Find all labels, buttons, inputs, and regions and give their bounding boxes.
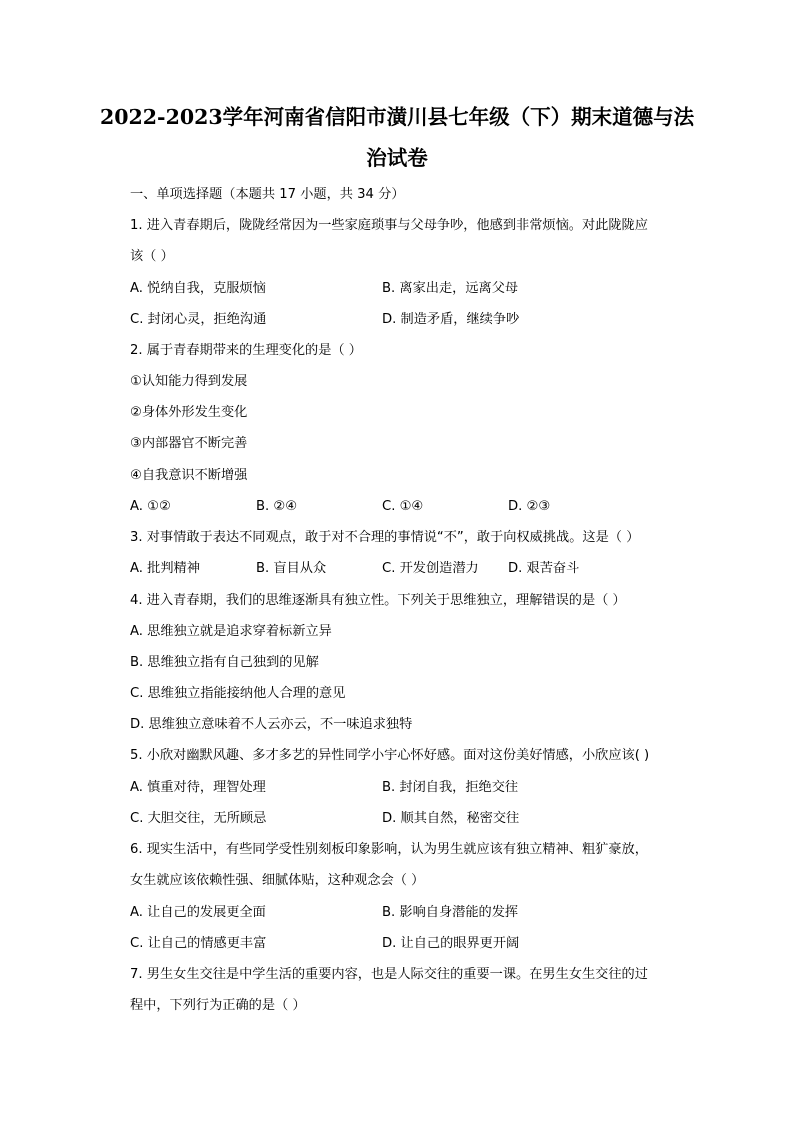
q3-stem: 3. 对事情敢于表达不同观点，敢于对不合理的事情说“不”，敢于向权威挑战。这是（ ） [130, 530, 640, 545]
q5-option-d: D. 顺其自然，秘密交往 [382, 811, 520, 826]
q5-option-a: A. 慎重对待，理智处理 [130, 780, 266, 795]
exam-title-line-2: 治试卷 [366, 146, 428, 170]
q6-stem-line-2: 女生就应该依赖性强、细腻体贴，这种观念会（ ） [130, 873, 425, 888]
q5-stem: 5. 小欣对幽默风趣、多才多艺的异性同学小宇心怀好感。面对这份美好情感，小欣应该( ) [130, 748, 650, 763]
q2-item-2: ②身体外形发生变化 [130, 405, 248, 420]
q3-option-d: D. 艰苦奋斗 [508, 561, 580, 576]
q4-option-c: C. 思维独立指能接纳他人合理的意见 [130, 686, 346, 701]
q1-option-c: C. 封闭心灵，拒绝沟通 [130, 312, 267, 327]
q2-option-a: A. ①② [130, 499, 171, 514]
q2-option-c: C. ①④ [382, 499, 424, 514]
q3-option-b: B. 盲目从众 [256, 561, 327, 576]
q6-stem-line-1: 6. 现实生活中，有些同学受性别刻板印象影响，认为男生就应该有独立精神、粗犷豪放， [130, 842, 648, 857]
q6-option-b: B. 影响自身潜能的发挥 [382, 905, 519, 920]
section-heading: 一、单项选择题（本题共 17 小题，共 34 分） [130, 187, 405, 202]
q6-option-c: C. 让自己的情感更丰富 [130, 936, 267, 951]
q5-option-c: C. 大胆交往，无所顾忌 [130, 811, 267, 826]
exam-title-line-1: 2022-2023学年河南省信阳市潢川县七年级（下）期末道德与法 [100, 105, 695, 129]
q2-stem: 2. 属于青春期带来的生理变化的是（ ） [130, 343, 362, 358]
q2-item-3: ③内部器官不断完善 [130, 436, 248, 451]
q1-option-a: A. 悦纳自我，克服烦恼 [130, 281, 266, 296]
q1-option-d: D. 制造矛盾，继续争吵 [382, 312, 520, 327]
q4-option-d: D. 思维独立意味着不人云亦云，不一味追求独特 [130, 717, 413, 732]
q7-stem-line-2: 程中，下列行为正确的是（ ） [130, 998, 306, 1013]
q1-stem-line-1: 1. 进入青春期后，陇陇经常因为一些家庭琐事与父母争吵，他感到非常烦恼。对此陇陇应 [130, 218, 648, 233]
q2-item-4: ④自我意识不断增强 [130, 468, 248, 483]
q4-option-b: B. 思维独立指有自己独到的见解 [130, 655, 319, 670]
q4-stem: 4. 进入青春期，我们的思维逐渐具有独立性。下列关于思维独立，理解错误的是（ ） [130, 593, 626, 608]
q2-item-1: ①认知能力得到发展 [130, 374, 248, 389]
q6-option-d: D. 让自己的眼界更开阔 [382, 936, 520, 951]
q3-option-a: A. 批判精神 [130, 561, 200, 576]
q1-stem-line-2: 该（ ） [130, 249, 174, 264]
q3-option-c: C. 开发创造潜力 [382, 561, 479, 576]
q5-option-b: B. 封闭自我，拒绝交往 [382, 780, 519, 795]
q4-option-a: A. 思维独立就是追求穿着标新立异 [130, 624, 332, 639]
q2-option-b: B. ②④ [256, 499, 298, 514]
q6-option-a: A. 让自己的发展更全面 [130, 905, 266, 920]
q7-stem-line-1: 7. 男生女生交往是中学生活的重要内容，也是人际交往的重要一课。在男生女生交往的过 [130, 967, 648, 982]
q1-option-b: B. 离家出走，远离父母 [382, 281, 519, 296]
q2-option-d: D. ②③ [508, 499, 551, 514]
